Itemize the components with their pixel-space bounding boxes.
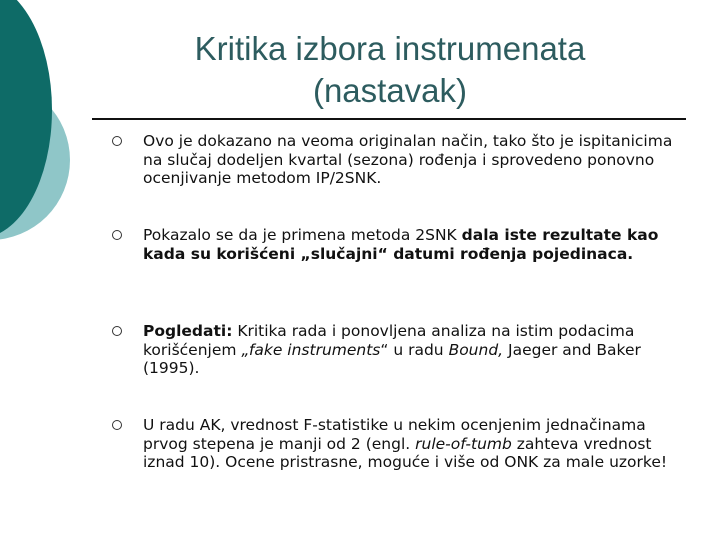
bullet-marker bbox=[112, 230, 122, 240]
bullet-text: U radu AK, vrednost F-statistike u nekim ocenjenim jednačinama prvog stepena je manji od 2 (engl. rule-of-tumb zahteva vrednost iznad 10). Ocene pristrasne, moguće i više od ONK za male uzorke! bbox=[143, 416, 668, 471]
bullet-marker bbox=[112, 420, 122, 430]
title-divider bbox=[92, 118, 686, 120]
title-line-2: (nastavak) bbox=[312, 72, 468, 109]
bullet-text: Pokazalo se da je primena metoda 2SNK dala iste rezultate kao kada su korišćeni „slučajni“ datumi rođenja pojedinaca. bbox=[143, 226, 659, 263]
bullet-marker bbox=[112, 136, 122, 146]
decorative-circles bbox=[0, 0, 120, 260]
bullet-marker bbox=[112, 326, 122, 336]
bullet-text: Ovo je dokazano na veoma originalan način, tako što je ispitanicima na slučaj dodeljen kvartal (sezona) rođenja i sprovedeno ponovno ocenjivanje metodom IP/2SNK. bbox=[143, 132, 673, 187]
title-line-1: Kritika izbora instrumenata bbox=[194, 30, 586, 67]
slide-title bbox=[120, 28, 660, 112]
bullet-text: Pogledati: Kritika rada i ponovljena analiza na istim podacima korišćenjem „fake instruments“ u radu Bound, Jaeger and Baker (1995). bbox=[143, 322, 641, 377]
